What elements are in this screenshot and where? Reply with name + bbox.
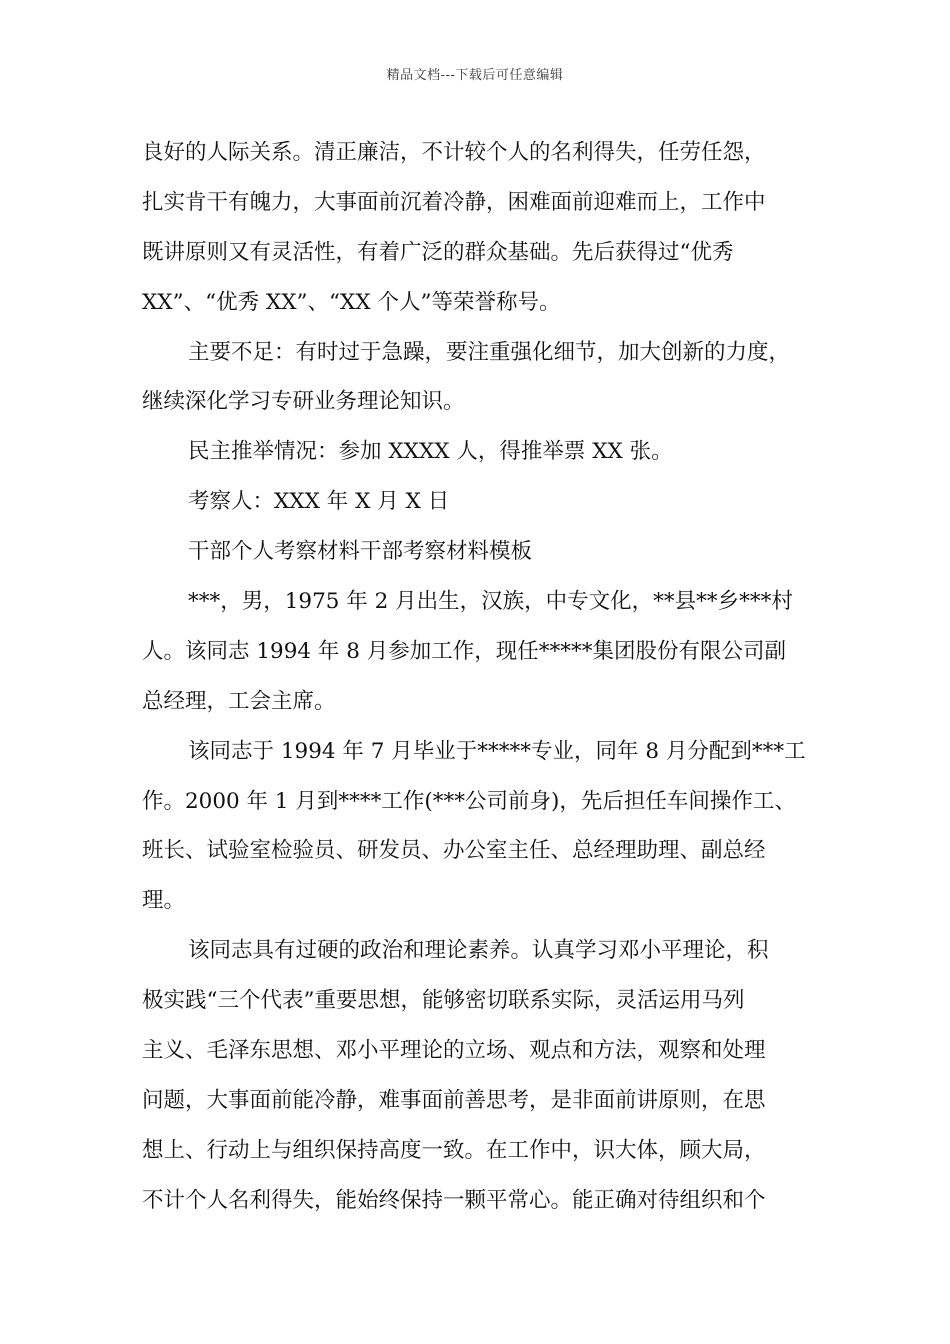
text-line: 该同志具有过硬的政治和理论素养。认真学习邓小平理论，积	[188, 938, 769, 964]
text-line: 继续深化学习专研业务理论知识。	[142, 389, 465, 415]
text-line: 极实践“三个代表”重要思想，能够密切联系实际，灵活运用马列	[142, 988, 745, 1014]
text-line: 不计个人名利得失，能始终保持一颗平常心。能正确对待组织和个	[142, 1187, 766, 1213]
text-line: 问题，大事面前能冷静，难事面前善思考，是非面前讲原则，在思	[142, 1087, 766, 1113]
text-line: 理。	[142, 888, 186, 914]
document-body	[142, 128, 810, 1226]
text-line: 民主推举情况：参加 XXXX 人，得推举票 XX 张。	[188, 439, 673, 465]
text-line: 既讲原则又有灵活性，有着广泛的群众基础。先后获得过“优秀	[142, 239, 734, 265]
text-line: 良好的人际关系。清正廉洁，不计较个人的名利得失，任劳任怨，	[142, 140, 766, 165]
text-line: ***，男，1975 年 2 月出生，汉族，中专文化，**县**乡***村	[188, 589, 793, 615]
text-line: 总经理，工会主席。	[142, 688, 336, 714]
text-line: 主要不足：有时过于急躁，要注重强化细节，加大创新的力度，	[188, 339, 791, 365]
section-title: 干部个人考察材料干部考察材料模板	[188, 539, 533, 565]
text-line: 扎实肯干有魄力，大事面前沉着冷静，困难面前迎难而上，工作中	[142, 189, 766, 215]
text-line: 作。2000 年 1 月到****工作(***公司前身)，先后担任车间操作工、	[142, 788, 796, 814]
page-header: 精品文档---下载后可任意编辑	[386, 68, 564, 83]
text-line: 该同志于 1994 年 7 月毕业于*****专业，同年 8 月分配到***工	[188, 738, 806, 764]
text-line: 想上、行动上与组织保持高度一致。在工作中，识大体，顾大局，	[142, 1137, 766, 1163]
text-line: XX”、“优秀 XX”、“XX 个人”等荣誉称号。	[142, 289, 561, 315]
text-line: 班长、试验室检验员、研发员、办公室主任、总经理助理、副总经	[142, 838, 766, 864]
text-line: 考察人：XXX 年 X 月 X 日	[188, 489, 450, 515]
text-line: 主义、毛泽东思想、邓小平理论的立场、观点和方法，观察和处理	[142, 1038, 766, 1064]
text-line: 人。该同志 1994 年 8 月参加工作，现任*****集团股份有限公司副	[142, 638, 786, 664]
